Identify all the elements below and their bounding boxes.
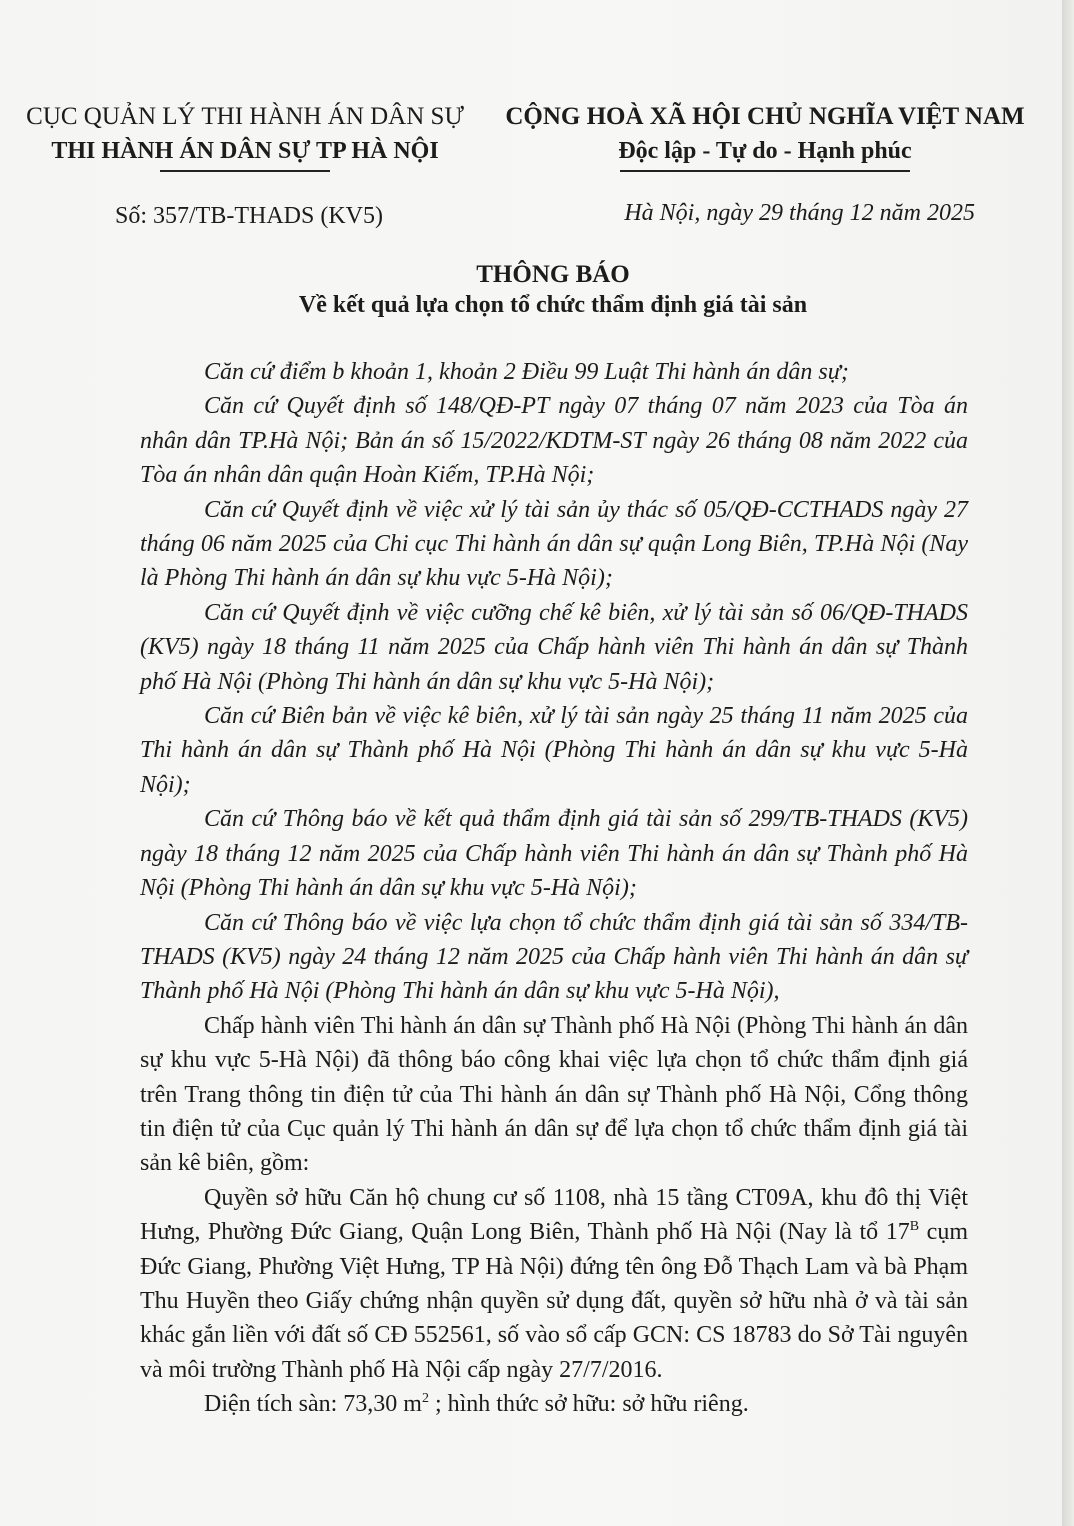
national-header-block [500,100,1030,172]
floor-area-paragraph [140,1387,968,1421]
legal-basis-paragraph: Căn cứ Quyết định số 148/QĐ-PT ngày 07 tháng 07 năm 2023 của Tòa án nhân dân TP.Hà Nội; Bản án số 15/2022/KDTM-ST ngày 26 tháng 08 năm 2022 của Tòa án nhân dân quận Hoàn Kiếm, TP.Hà Nội; [140,393,968,489]
document-title: THÔNG BÁO [476,261,630,288]
legal-basis-paragraph: Căn cứ Quyết định về việc xử lý tài sản ủy thác số 05/QĐ-CCTHADS ngày 27 tháng 06 năm 2025 của Chi cục Thi hành án dân sự quận Long Biên, TP.Hà Nội (Nay là Phòng Thi hành án dân sự khu vực 5-Hà Nội); [140,496,968,592]
legal-basis-paragraph: Căn cứ điểm b khoản 1, khoản 2 Điều 99 Luật Thi hành án dân sự; [204,359,849,385]
legal-basis-paragraph: Căn cứ Quyết định về việc cưỡng chế kê biên, xử lý tài sản số 06/QĐ-THADS (KV5) ngày 18 tháng 11 năm 2025 của Chấp hành viên Thi hành án dân sự Thành phố Hà Nội (Phòng Thi hành án dân sự khu vực 5-Hà Nội); [140,599,968,695]
announcement-paragraph: Chấp hành viên Thi hành án dân sự Thành phố Hà Nội (Phòng Thi hành án dân sự khu vực 5-Hà Nội) đã thông báo công khai việc lựa chọn tổ chức thẩm định giá trên Trang thông tin điện tử của Thi hành án dân sự Thành phố Hà Nội, Cổng thông tin điện tử của Cục quản lý Thi hành án dân sự để lựa chọn tổ chức thẩm định giá tài sản kê biên, gồm: [140,1012,968,1177]
document-date: Hà Nội, ngày 29 tháng 12 năm 2025 [624,200,975,226]
agency-parent: CỤC QUẢN LÝ THI HÀNH ÁN DÂN SỰ [26,103,464,130]
asset-text-part1: Quyền sở hữu Căn hộ chung cư số 1108, nhà 15 tầng CT09A, khu đô thị Việt Hưng, Phường Đức Giang, Quận Long Biên, Thành phố Hà Nội (Nay là tổ 17 [140,1184,968,1246]
document-subtitle: Về kết quả lựa chọn tổ chức thẩm định giá tài sản [298,292,808,318]
agency-name: THI HÀNH ÁN DÂN SỰ TP HÀ NỘI [51,138,439,164]
motto-underline [620,170,910,172]
document-number: Số: 357/TB-THADS (KV5) [115,203,383,229]
asset-text-part2: cụm Đức Giang, Phường Việt Hưng, TP Hà Nội) đứng tên ông Đỗ Thạch Lam và bà Phạm Thu Huyền theo Giấy chứng nhận quyền sử dụng đất, quyền sở hữu nhà ở và tài sản khác gắn liền với đất số CĐ 552561, số vào sổ cấp GCN: CS 18783 do Sở Tài nguyên và môi trường Thành phố Hà Nội cấp ngày 27/7/2016. [140,1219,968,1383]
legal-basis-paragraph: Căn cứ Thông báo về việc lựa chọn tổ chức thẩm định giá tài sản số 334/TB-THADS (KV5) ngày 24 tháng 12 năm 2025 của Chấp hành viên Thi hành án dân sự Thành phố Hà Nội (Phòng Thi hành án dân sự khu vực 5-Hà Nội), [140,909,968,1005]
superscript-2: 2 [421,1391,429,1407]
country-name: CỘNG HOÀ XÃ HỘI CHỦ NGHĨA VIỆT NAM [505,103,1025,130]
asset-description-paragraph [140,1181,968,1387]
agency-underline [160,170,330,172]
document-body [140,355,968,1422]
legal-basis-paragraph: Căn cứ Thông báo về kết quả thẩm định giá tài sản số 299/TB-THADS (KV5) ngày 18 tháng 12 năm 2025 của Chấp hành viên Thi hành án dân sự Thành phố Hà Nội (Phòng Thi hành án dân sự khu vực 5-Hà Nội); [140,806,968,902]
legal-basis-paragraph: Căn cứ Biên bản về việc kê biên, xử lý tài sản ngày 25 tháng 11 năm 2025 của Thi hành án dân sự Thành phố Hà Nội (Phòng Thi hành án dân sự khu vực 5-Hà Nội); [140,703,968,798]
motto: Độc lập - Tự do - Hạnh phúc [618,138,912,164]
superscript-b: B [909,1219,920,1235]
floor-area-text: Diện tích sàn: 73,30 m [204,1391,422,1418]
page-edge [1062,0,1074,1526]
ownership-text: ; hình thức sở hữu: sở hữu riêng. [428,1391,749,1418]
issuing-agency-block [10,100,480,172]
